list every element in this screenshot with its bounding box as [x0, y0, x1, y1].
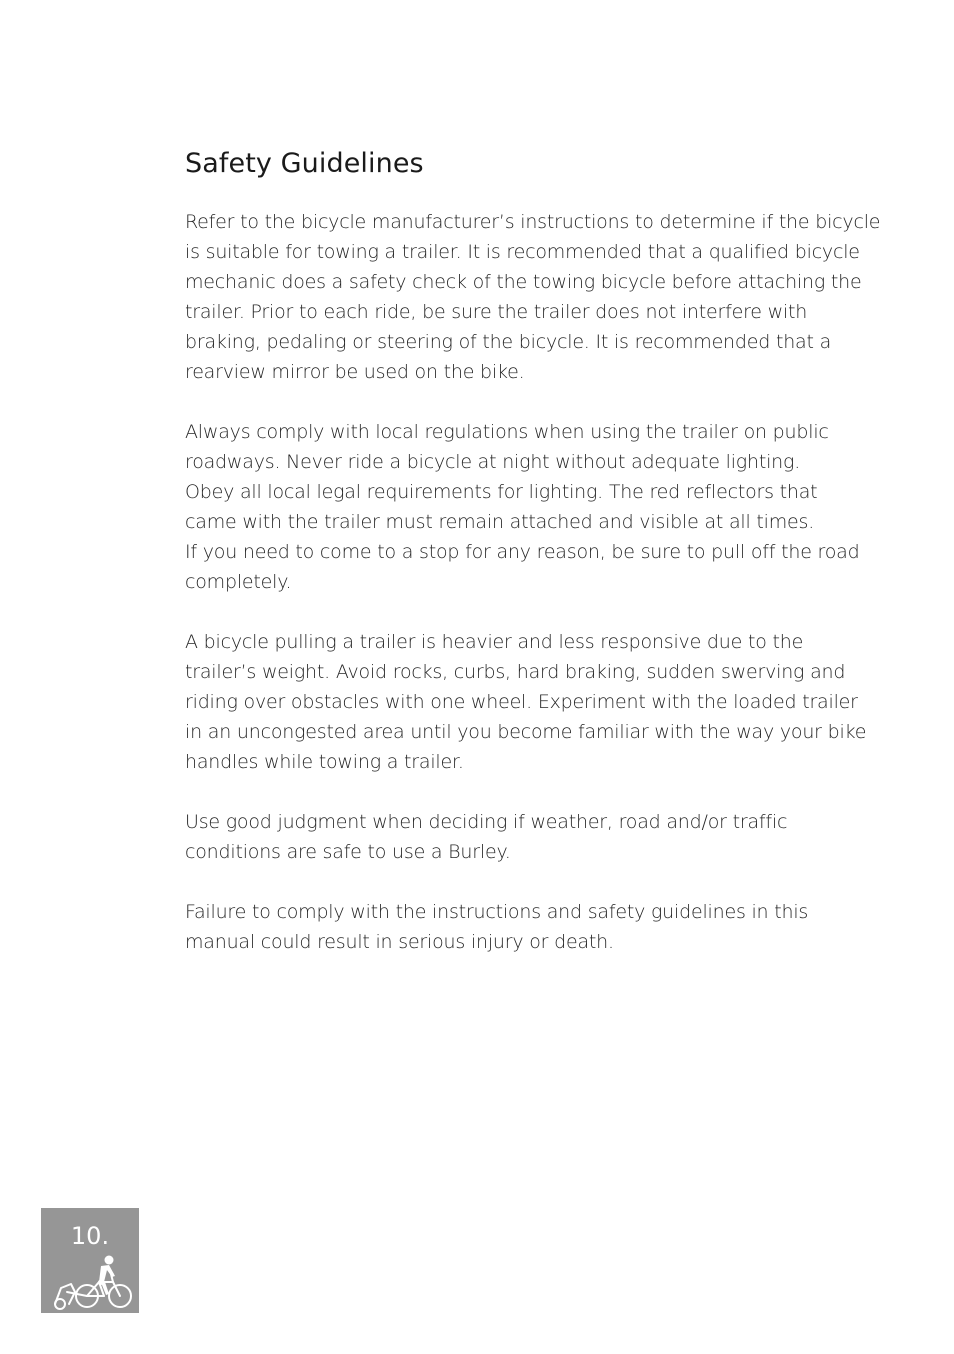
text-line: completely.: [185, 571, 292, 593]
page-number: 10.: [70, 1222, 110, 1250]
text-line: came with the trailer must remain attached and visible at all times.: [185, 511, 815, 533]
text-line: Use good judgment when deciding if weather, road and/or traffic: [185, 811, 788, 833]
page-number-badge: [41, 1208, 139, 1313]
text-line: Obey all local legal requirements for lighting. The red reflectors that: [185, 481, 818, 503]
text-line: Failure to comply with the instructions and safety guidelines in this: [185, 901, 809, 923]
text-line: rearview mirror be used on the bike.: [185, 361, 525, 383]
paragraph-handling: [185, 627, 885, 777]
text-line: roadways. Never ride a bicycle at night without adequate lighting.: [185, 451, 801, 473]
paragraph-towing-suitability: [185, 207, 885, 387]
text-line: trailer’s weight. Avoid rocks, curbs, hard braking, sudden swerving and: [185, 661, 846, 683]
paragraph-warning: [185, 897, 885, 957]
text-line: A bicycle pulling a trailer is heavier and less responsive due to the: [185, 631, 804, 653]
document-body: [185, 142, 885, 987]
text-line: riding over obstacles with one wheel. Experiment with the loaded trailer: [185, 691, 858, 713]
text-line: trailer. Prior to each ride, be sure the trailer does not interfere with: [185, 301, 808, 323]
text-line: mechanic does a safety check of the towing bicycle before attaching the: [185, 271, 862, 293]
paragraph-regulations-lighting: [185, 417, 885, 597]
paragraph-judgment: [185, 807, 885, 867]
text-line: handles while towing a trailer.: [185, 751, 464, 773]
text-line: If you need to come to a stop for any reason, be sure to pull off the road: [185, 541, 860, 563]
page-title: Safety Guidelines: [185, 148, 424, 179]
text-line: in an uncongested area until you become familiar with the way your bike: [185, 721, 867, 743]
text-line: conditions are safe to use a Burley.: [185, 841, 511, 863]
text-line: Always comply with local regulations when using the trailer on public: [185, 421, 829, 443]
text-line: manual could result in serious injury or death.: [185, 931, 614, 953]
text-line: braking, pedaling or steering of the bicycle. It is recommended that a: [185, 331, 832, 353]
text-line: Refer to the bicycle manufacturer’s instructions to determine if the bicycle: [185, 211, 881, 233]
text-line: is suitable for towing a trailer. It is recommended that a qualified bicycle: [185, 241, 860, 263]
cyclist-with-trailer-icon: [49, 1252, 137, 1310]
